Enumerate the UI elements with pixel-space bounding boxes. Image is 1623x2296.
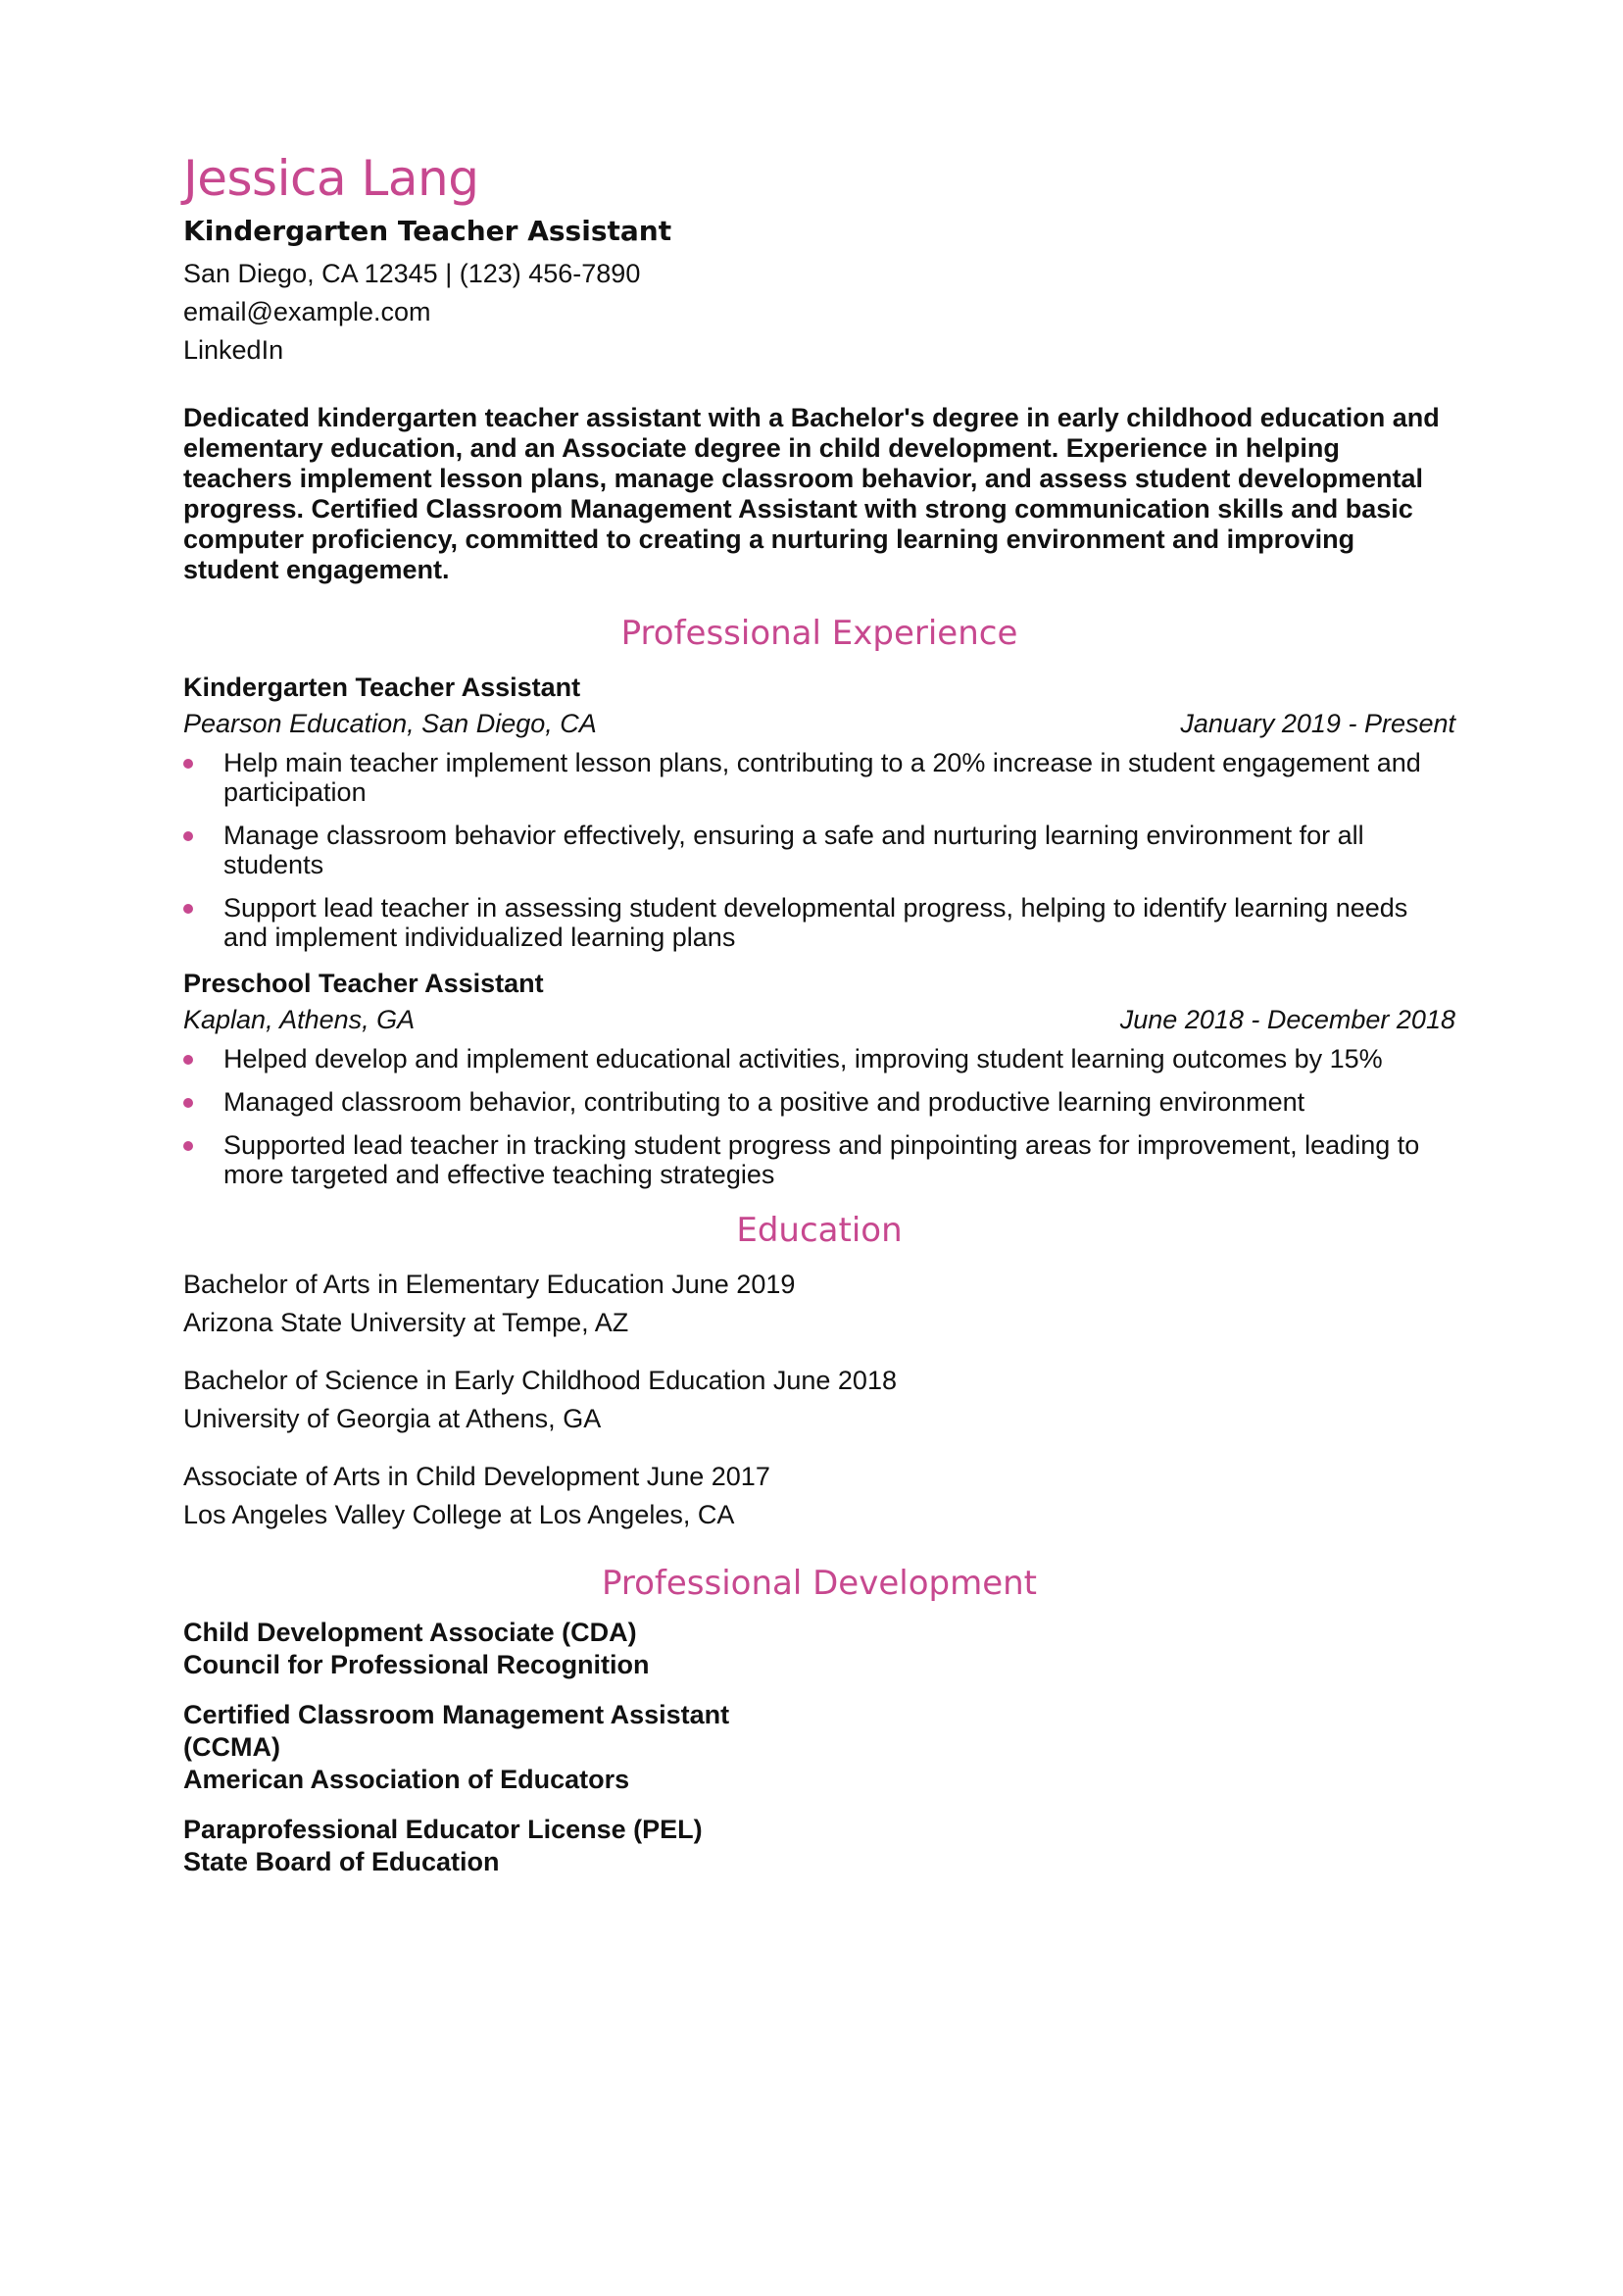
- education-heading: Education: [736, 1210, 903, 1250]
- bullet-text: Help main teacher implement lesson plans, contributing to a 20% increase in student engagement and participation: [223, 747, 1421, 807]
- job-company: Pearson Education, San Diego, CA: [183, 708, 597, 738]
- certification-entry: [183, 1814, 1455, 1878]
- bullet-dot-icon: [183, 1055, 193, 1065]
- education-entry: [183, 1266, 1455, 1342]
- education-degree: Associate of Arts in Child Development June 2017: [183, 1461, 770, 1491]
- contact-location-phone: San Diego, CA 12345 | (123) 456-7890: [183, 259, 641, 289]
- contact-linkedin: LinkedIn: [183, 335, 284, 366]
- education-section: [183, 1209, 1455, 1534]
- bullet-item: [183, 1130, 1455, 1189]
- job-dates: June 2018 - December 2018: [1119, 1004, 1455, 1034]
- certification-entry: [183, 1699, 1455, 1796]
- education-school: University of Georgia at Athens, GA: [183, 1403, 602, 1433]
- bullet-dot-icon: [183, 904, 193, 914]
- education-entry: [183, 1362, 1455, 1438]
- bullet-text: Support lead teacher in assessing student developmental progress, helping to identify learning needs and implement individualized learning plans: [223, 892, 1408, 952]
- experience-section: [183, 612, 1455, 1188]
- education-entry: [183, 1458, 1455, 1534]
- certification-org: Council for Professional Recognition: [183, 1649, 650, 1679]
- job-bullets: [183, 748, 1455, 952]
- job-dates: January 2019 - Present: [1180, 708, 1455, 738]
- bullet-dot-icon: [183, 831, 193, 841]
- candidate-name: Jessica Lang: [183, 150, 479, 207]
- bullet-text: Manage classroom behavior effectively, ensuring a safe and nurturing learning environment for all students: [223, 820, 1364, 879]
- education-degree: Bachelor of Arts in Elementary Education June 2019: [183, 1269, 796, 1299]
- contact-info: [183, 255, 1455, 370]
- bullet-item: [183, 821, 1455, 879]
- job-entry: [183, 966, 1455, 1189]
- education-school: Los Angeles Valley College at Los Angeles, CA: [183, 1499, 735, 1529]
- education-degree: Bachelor of Science in Early Childhood Education June 2018: [183, 1365, 897, 1395]
- job-entry: [183, 670, 1455, 952]
- bullet-dot-icon: [183, 1141, 193, 1151]
- bullet-item: [183, 1087, 1455, 1117]
- job-meta: [183, 706, 1455, 742]
- certification-name: Child Development Associate (CDA): [183, 1617, 637, 1647]
- education-school: Arizona State University at Tempe, AZ: [183, 1307, 629, 1337]
- certification-entry: [183, 1617, 1455, 1681]
- experience-heading: Professional Experience: [620, 614, 1018, 654]
- job-role: Kindergarten Teacher Assistant: [183, 672, 581, 702]
- candidate-title: Kindergarten Teacher Assistant: [183, 215, 672, 247]
- certification-org: State Board of Education: [183, 1846, 500, 1876]
- bullet-item: [183, 1044, 1455, 1073]
- bullet-text: Managed classroom behavior, contributing to a positive and productive learning environment: [223, 1086, 1305, 1117]
- certification-name: Certified Classroom Management Assistant (CCMA): [183, 1699, 730, 1762]
- contact-email: email@example.com: [183, 297, 431, 327]
- professional-summary: Dedicated kindergarten teacher assistant with a Bachelor's degree in early childhood education and elementary education, and an Associate degree in child development. Experience in helping teachers implement lesson plans, manage classroom behavior, and assess student developmental progress. Certified Classroom Management Assistant with strong communication skills and basic computer proficiency, committed to creating a nurturing learning environment and improving student engagement.: [183, 403, 1440, 585]
- bullet-dot-icon: [183, 759, 193, 769]
- bullet-dot-icon: [183, 1098, 193, 1108]
- job-bullets: [183, 1044, 1455, 1189]
- development-heading: Professional Development: [601, 1563, 1038, 1603]
- bullet-item: [183, 893, 1455, 952]
- bullet-item: [183, 748, 1455, 807]
- job-role: Preschool Teacher Assistant: [183, 968, 544, 998]
- certification-name: Paraprofessional Educator License (PEL): [183, 1814, 703, 1844]
- resume-header: [183, 152, 1455, 370]
- job-meta: [183, 1002, 1455, 1038]
- development-section: [183, 1562, 1455, 1878]
- certification-org: American Association of Educators: [183, 1764, 630, 1794]
- job-company: Kaplan, Athens, GA: [183, 1004, 416, 1034]
- bullet-text: Helped develop and implement educational activities, improving student learning outcomes by 15%: [223, 1043, 1383, 1073]
- bullet-text: Supported lead teacher in tracking student progress and pinpointing areas for improvement, leading to more targeted and effective teaching strategies: [223, 1129, 1420, 1189]
